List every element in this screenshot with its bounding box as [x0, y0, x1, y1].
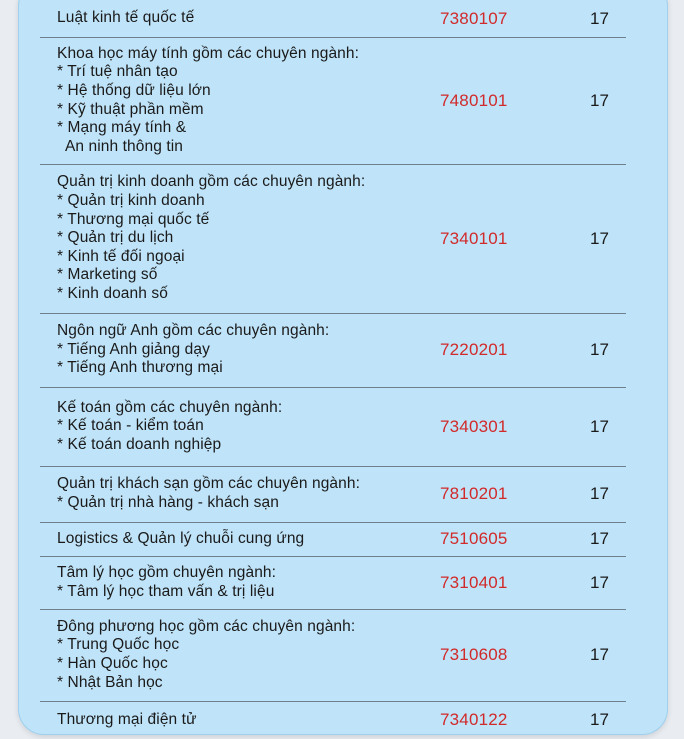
program-code: 7340122 [440, 710, 508, 729]
program-name [57, 609, 355, 701]
program-name [57, 387, 282, 466]
table-row [40, 522, 626, 557]
program-name [57, 466, 360, 522]
table-row [40, 701, 626, 739]
admission-score: 17 [590, 484, 609, 503]
program-title: Kế toán gồm các chuyên ngành: [57, 398, 283, 416]
specialization-item: * Nhật Bản học [57, 673, 163, 691]
program-title: Tâm lý học gồm chuyên ngành: [57, 563, 277, 581]
specialization-item: An ninh thông tin [57, 137, 183, 155]
program-title: Ngôn ngữ Anh gồm các chuyên ngành: [57, 322, 330, 340]
specialization-item: * Trung Quốc học [57, 636, 180, 654]
specialization-item: * Kinh doanh số [57, 284, 168, 302]
specialization-item: * Trí tuệ nhân tạo [57, 63, 178, 81]
table-row [40, 0, 626, 38]
admission-score: 17 [590, 340, 609, 359]
specialization-item: * Quản trị kinh doanh [57, 192, 205, 210]
program-name [57, 37, 359, 164]
admission-score: 17 [590, 529, 609, 548]
program-title: Khoa học máy tính gồm các chuyên ngành: [57, 44, 360, 62]
table-row [40, 387, 626, 467]
admission-score: 17 [590, 710, 609, 729]
program-code: 7310608 [440, 645, 508, 664]
program-title: Thương mại điện tử [57, 710, 197, 728]
admission-score: 17 [590, 645, 609, 664]
program-name [57, 313, 329, 387]
specialization-item: * Marketing số [57, 266, 158, 284]
program-title: Logistics & Quản lý chuỗi cung ứng [57, 529, 305, 547]
specialization-item: * Thương mại quốc tế [57, 210, 210, 228]
admission-score: 17 [590, 416, 609, 436]
admission-score: 17 [590, 572, 609, 592]
table-row [40, 609, 626, 702]
program-title: Quản trị kinh doanh gồm các chuyên ngành: [57, 173, 366, 191]
specialization-item: * Tiếng Anh giảng dạy [57, 340, 210, 358]
program-name [57, 164, 365, 313]
table-row [40, 164, 626, 314]
program-name [57, 701, 197, 739]
program-code: 7510605 [440, 529, 508, 548]
program-code: 7380107 [440, 8, 508, 28]
program-code: 7810201 [440, 484, 508, 503]
table-row [40, 313, 626, 388]
program-title: Đông phương học gồm các chuyên ngành: [57, 617, 356, 635]
specialization-item: * Tiếng Anh thương mại [57, 359, 223, 377]
specialization-item: * Quản trị du lịch [57, 229, 174, 247]
table-row [40, 556, 626, 610]
specialization-item: * Kế toán - kiểm toán [57, 417, 204, 435]
admission-score: 17 [590, 228, 609, 248]
specialization-item: * Hàn Quốc học [57, 655, 168, 672]
program-name [57, 556, 276, 609]
program-code: 7340101 [440, 228, 508, 248]
specialization-item: * Mạng máy tính & [57, 119, 187, 137]
specialization-item: * Quản trị nhà hàng - khách sạn [57, 494, 279, 511]
program-title: Quản trị khách sạn gồm các chuyên ngành: [57, 475, 360, 493]
program-name [57, 0, 194, 37]
specialization-item: * Hệ thống dữ liệu lớn [57, 81, 211, 99]
table-row [40, 466, 626, 523]
admission-score: 17 [590, 90, 609, 110]
specialization-item: * Kinh tế đối ngoại [57, 247, 185, 265]
program-code: 7220201 [440, 340, 508, 359]
specialization-item: * Kỹ thuật phần mềm [57, 100, 204, 118]
program-code: 7480101 [440, 90, 508, 110]
specialization-item: * Kế toán doanh nghiệp [57, 435, 222, 453]
specialization-item: * Tâm lý học tham vấn & trị liệu [57, 582, 275, 600]
admission-score: 17 [590, 8, 609, 28]
program-code: 7310401 [440, 572, 508, 592]
program-code: 7340301 [440, 416, 508, 436]
program-name [57, 522, 304, 556]
table-row [40, 37, 626, 165]
program-title: Luật kinh tế quốc tế [57, 9, 195, 27]
